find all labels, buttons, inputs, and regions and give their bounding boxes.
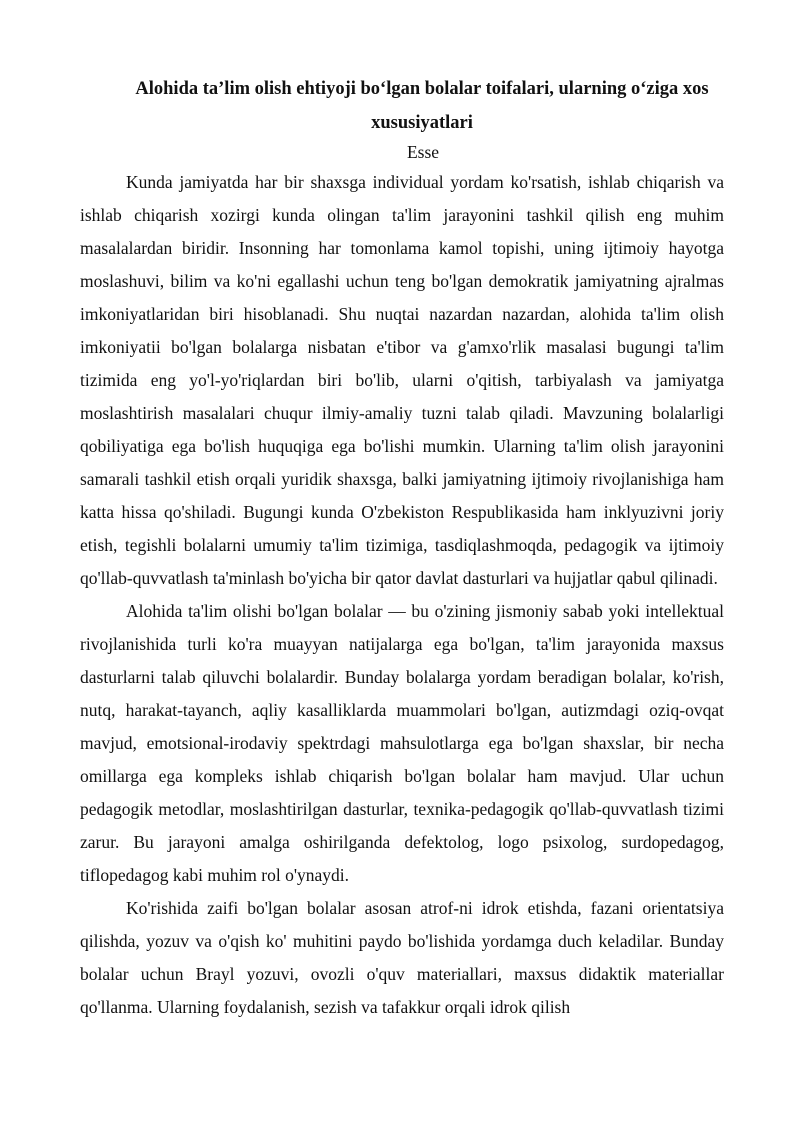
document-title: Alohida ta’lim olish ehtiyoji bo‘lgan bolalar toifalari, ularning o‘ziga xos xususiyatlari <box>135 79 709 133</box>
paragraph-definition: Alohida ta'lim olishi bo'lgan bolalar — bu o'zining jismoniy sabab yoki intellektual rivojlanishida turli ko'ra muayyan natijalarga ega bo'lgan, ta'lim jarayonida maxsus dasturlarni talab qiluvchi bolalardir. Bunday bolalarga yordam beradigan bolalar, ko'rish, nutq, harakat-tayanch, aqliy kasalliklarda muammolari bo'lgan, autizmdagi oziq-ovqat mavjud, emotsional-irodaviy spektrdagi mahsulotlarga ega bo'lgan shaxslar, bir necha omillarga ega kompleks ishlab chiqarish bo'lgan bolalar ham mavjud. Ular uchun pedagogik metodlar, moslashtirilgan dasturlar, texnika-pedagogik qo'llab-quvvatlash tizimi zarur. Bu jarayoni amalga oshirilganda defektolog, logo psixolog, surdopedagog, tiflopedagog kabi muhim rol o'ynaydi. <box>80 601 724 885</box>
paragraph-intro: Kunda jamiyatda har bir shaxsga individual yordam ko'rsatish, ishlab chiqarish va ishlab chiqarish xozirgi kunda olingan ta'lim jarayonini tashkil qilish eng muhim masalalardan biridir. Insonning har tomonlama kamol topishi, uning ijtimoiy hayotga moslashuvi, bilim va ko'ni egallashi uchun teng bo'lgan demokratik jamiyatning ajralmas imkoniyatlaridan biri hisoblanadi. Shu nuqtai nazardan nazardan, alohida ta'lim olish imkoniyatii bo'lgan bolalarga nisbatan e'tibor va g'amxo'rlik masalasi bugungi ta'lim tizimida eng yo'l-yo'riqlardan biri bo'lib, ularni o'qitish, tarbiyalash va jamiyatga moslashtirish masalalari chuqur ilmiy-amaliy tuzni talab qiladi. Mavzuning bolalarligi qobiliyatiga ega bo'lish huquqiga ega bo'lishi mumkin. Ularning ta'lim olish jarayonini samarali tashkil etish orqali yuridik shaxsga, balki jamiyatning ijtimoiy rivojlanishiga ham katta hissa qo'shiladi. Bugungi kunda O'zbekiston Respublikasida ham inklyuzivni joriy etish, tegishli bolalarni umumiy ta'lim tizimiga, tasdiqlashmoqda, pedagogik va ijtimoiy qo'llab-quvvatlash ta'minlash bo'yicha bir qator davlat dasturlari va hujjatlar qabul qilinadi. <box>80 172 724 588</box>
document-subtitle: Esse <box>406 142 440 162</box>
paragraph-visual-impairment: Ko'rishida zaifi bo'lgan bolalar asosan atrof-ni idrok etishda, fazani orientatsiya qilishda, yozuv va o'qish ko' muhitini paydo bo'lishida yordamga duch keladilar. Bunday bolalar uchun Brayl yozuvi, ovozli o'quv materiallari, maxsus didaktik materiallar qo'llanma. Ularning foydalanish, sezish va tafakkur orqali idrok qilish <box>80 898 724 1017</box>
